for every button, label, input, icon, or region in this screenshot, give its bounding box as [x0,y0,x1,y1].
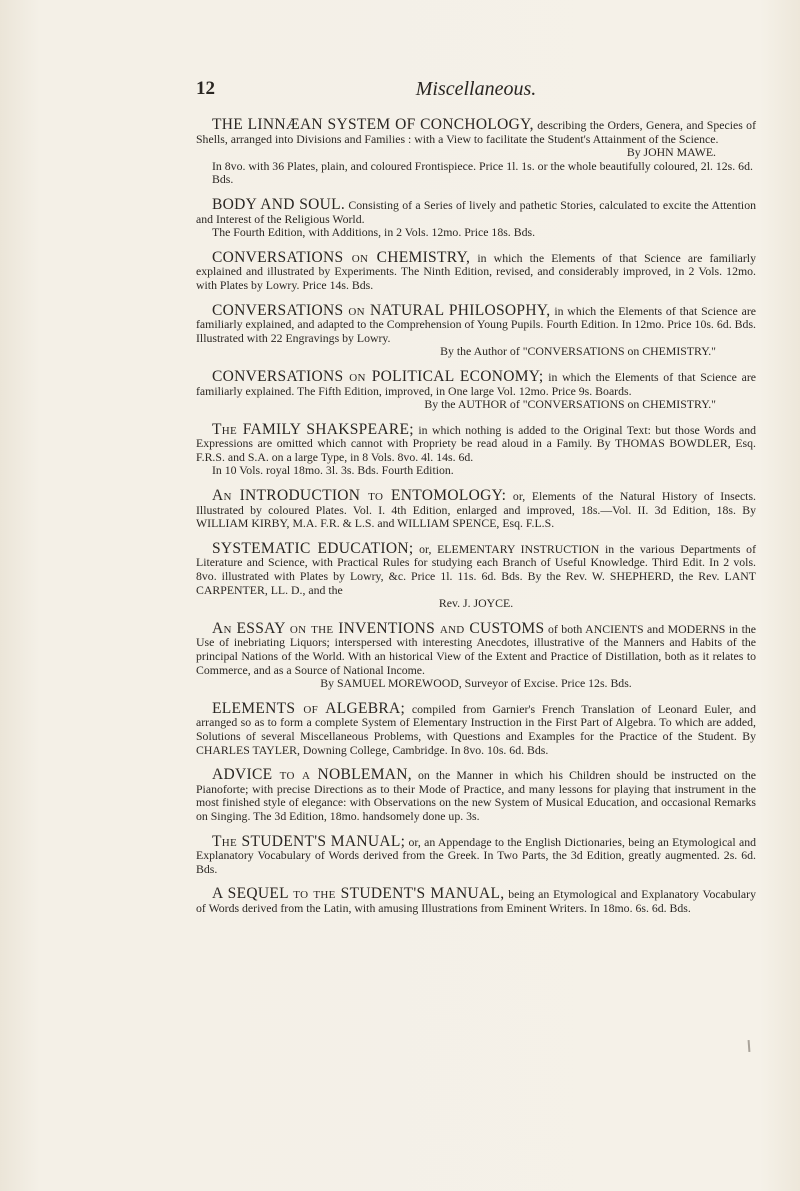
entry-title: The STUDENT'S MANUAL; [212,832,406,850]
catalogue-entry [196,887,756,915]
entry-description: or, Elements of the Natural History of Insects. Illustrated by coloured Plates. Vol. I. 4th Edition, enlarged and improved, 18s.—Vol. II. 3d Edition, 18s. By WILLIAM KIRBY, M.A. F.R. & L.S. and WILLIAM SPENCE, Esq. F.L.S. [196,489,756,531]
entry-edition: In 10 Vols. royal 18mo. 3l. 3s. Bds. Fourth Edition. [212,463,454,478]
catalogue-entry [196,248,756,293]
catalogue-entry [196,118,756,187]
pencil-mark [748,1040,751,1052]
entry-author: Rev. J. JOYCE. [438,596,514,611]
catalogue-entry [196,489,756,531]
entry-title: An INTRODUCTION to ENTOMOLOGY: [212,487,507,505]
catalogue-entry [196,699,756,757]
entry-author: By the Author of "CONVERSATIONS on CHEMISTRY." [440,344,716,359]
entry-description: or, an Appendage to the English Dictionaries, being an Etymological and Explanatory Vocabulary of Words derived from the Greek. In Two Parts, the 3d Edition, greatly augmented. 2s. 6d. Bds. [196,834,757,876]
entry-description: or, ELEMENTARY INSTRUCTION in the various Departments of Literature and Science, with Practical Rules for studying each Branch of Useful Knowledge. Third Edit. In 2 vols. 8vo. illustrated with Plates by Lowry, &c. Price 1l. 11s. 6d. Bds. By the Rev. W. SHEPHERD, the Rev. LANT CARPENTER, LL. D., and the [196,541,757,597]
catalogue-entry [196,420,757,478]
entry-description: being an Etymological and Explanatory Vocabulary of Words derived from the Latin, with amusing Illustrations from Eminent Writers. In 18mo. 6s. 6d. Bds. [196,887,756,915]
entry-title: SYSTEMATIC EDUCATION; [212,539,414,557]
catalogue-listing [196,118,756,927]
catalogue-entry [196,768,756,823]
entry-title: ADVICE to a NOBLEMAN, [212,766,412,784]
entry-author: By SAMUEL MOREWOOD, Surveyor of Excise. Price 12s. Bds. [320,676,632,691]
entry-title: CONVERSATIONS on POLITICAL ECONOMY; [212,367,544,385]
entry-title: BODY AND SOUL. [212,195,346,213]
entry-description: Consisting of a Series of lively and pathetic Stories, calculated to excite the Attention and Interest of the Religious World. [196,197,757,226]
entry-description: in which the Elements of that Science are familiarly explained, and adapted to the Comprehension of Young Pupils. Fourth Edition. In 12mo. Price 10s. 6d. Bds. Illustrated with 22 Engravings by Lowry. [196,303,756,345]
entry-description: in which the Elements of that Science are familiarly explained. The Fifth Edition, improved, in One large Vol. 12mo. Price 9s. Boards. [196,369,757,398]
entry-description: compiled from Garnier's French Translation of Leonard Euler, and arranged so as to form a complete System of Elementary Instruction in the First Part of Algebra. To which are added, Solutions of several Miscellaneous Problems, with Questions and Examples for the Practice of the Student. By CHARLES TAYLER, Downing College, Cambridge. In 8vo. 10s. 6d. Bds. [196,701,756,757]
catalogue-entry [196,301,756,359]
entry-edition: In 8vo. with 36 Plates, plain, and coloured Frontispiece. Price 1l. 1s. or the whole beautifully coloured, 2l. 12s. 6d. Bds. [212,158,753,187]
entry-title: The FAMILY SHAKSPEARE; [212,420,414,438]
entry-description: on the Manner in which his Children should be instructed on the Pianoforte; with precise Directions as to their Mode of Practice, and many lessons for playing that instrument in the most finished style of elegance: with Observations on the new System of Musical Education, and occasional Remarks on Singing. The 3d Edition, 18mo. handsomely done up. 3s. [196,768,757,823]
catalogue-entry [196,539,757,611]
entry-description: of both ANCIENTS and MODERNS in the Use of inebriating Liquors; interspersed with interesting Anecdotes, illustrative of the Manners and Habits of the principal Nations of the World. With an historical View of the Extent and Practice of Distillation, both as it relates to Commerce, and as a Source of National Income. [196,621,757,677]
entry-title: ELEMENTS of ALGEBRA; [212,699,406,717]
entry-author: By JOHN MAWE. [626,145,716,160]
catalogue-entry [196,832,757,877]
page-number: 12 [196,78,215,99]
entry-title: A SEQUEL to the STUDENT'S MANUAL, [212,885,505,903]
catalogue-entry [196,367,757,412]
entry-edition: The Fourth Edition, with Additions, in 2 Vols. 12mo. Price 18s. Bds. [212,225,536,240]
catalogue-entry [196,195,757,240]
entry-author: By the AUTHOR of "CONVERSATIONS on CHEMISTRY." [424,397,716,412]
entry-title: CONVERSATIONS on CHEMISTRY, [212,248,471,266]
entry-title: CONVERSATIONS on NATURAL PHILOSOPHY, [212,301,551,319]
entry-description: describing the Orders, Genera, and Species of Shells, arranged into Divisions and Families : with a View to facilitate the Student's Attainment of the Science. [196,118,757,146]
entry-title: An ESSAY on the INVENTIONS and CUSTOMS [212,619,545,637]
page-header [196,78,756,106]
entry-description: in which nothing is added to the Original Text: but those Words and Expressions are omitted which cannot with Propriety be read aloud in a Family. By THOMAS BOWDLER, Esq. F.R.S. and S.A. on a large Type, in 8 Vols. 8vo. 4l. 14s. 6d. [196,422,757,464]
catalogue-entry [196,619,757,691]
running-head: Miscellaneous. [415,78,537,100]
entry-description: in which the Elements of that Science are familiarly explained and illustrated by Experiments. The Ninth Edition, revised, and considerably improved, in 2 Vols. 12mo. with Plates by Lowry. Price 14s. Bds. [196,250,756,292]
entry-title: THE LINNÆAN SYSTEM OF CONCHOLOGY, [212,116,534,133]
